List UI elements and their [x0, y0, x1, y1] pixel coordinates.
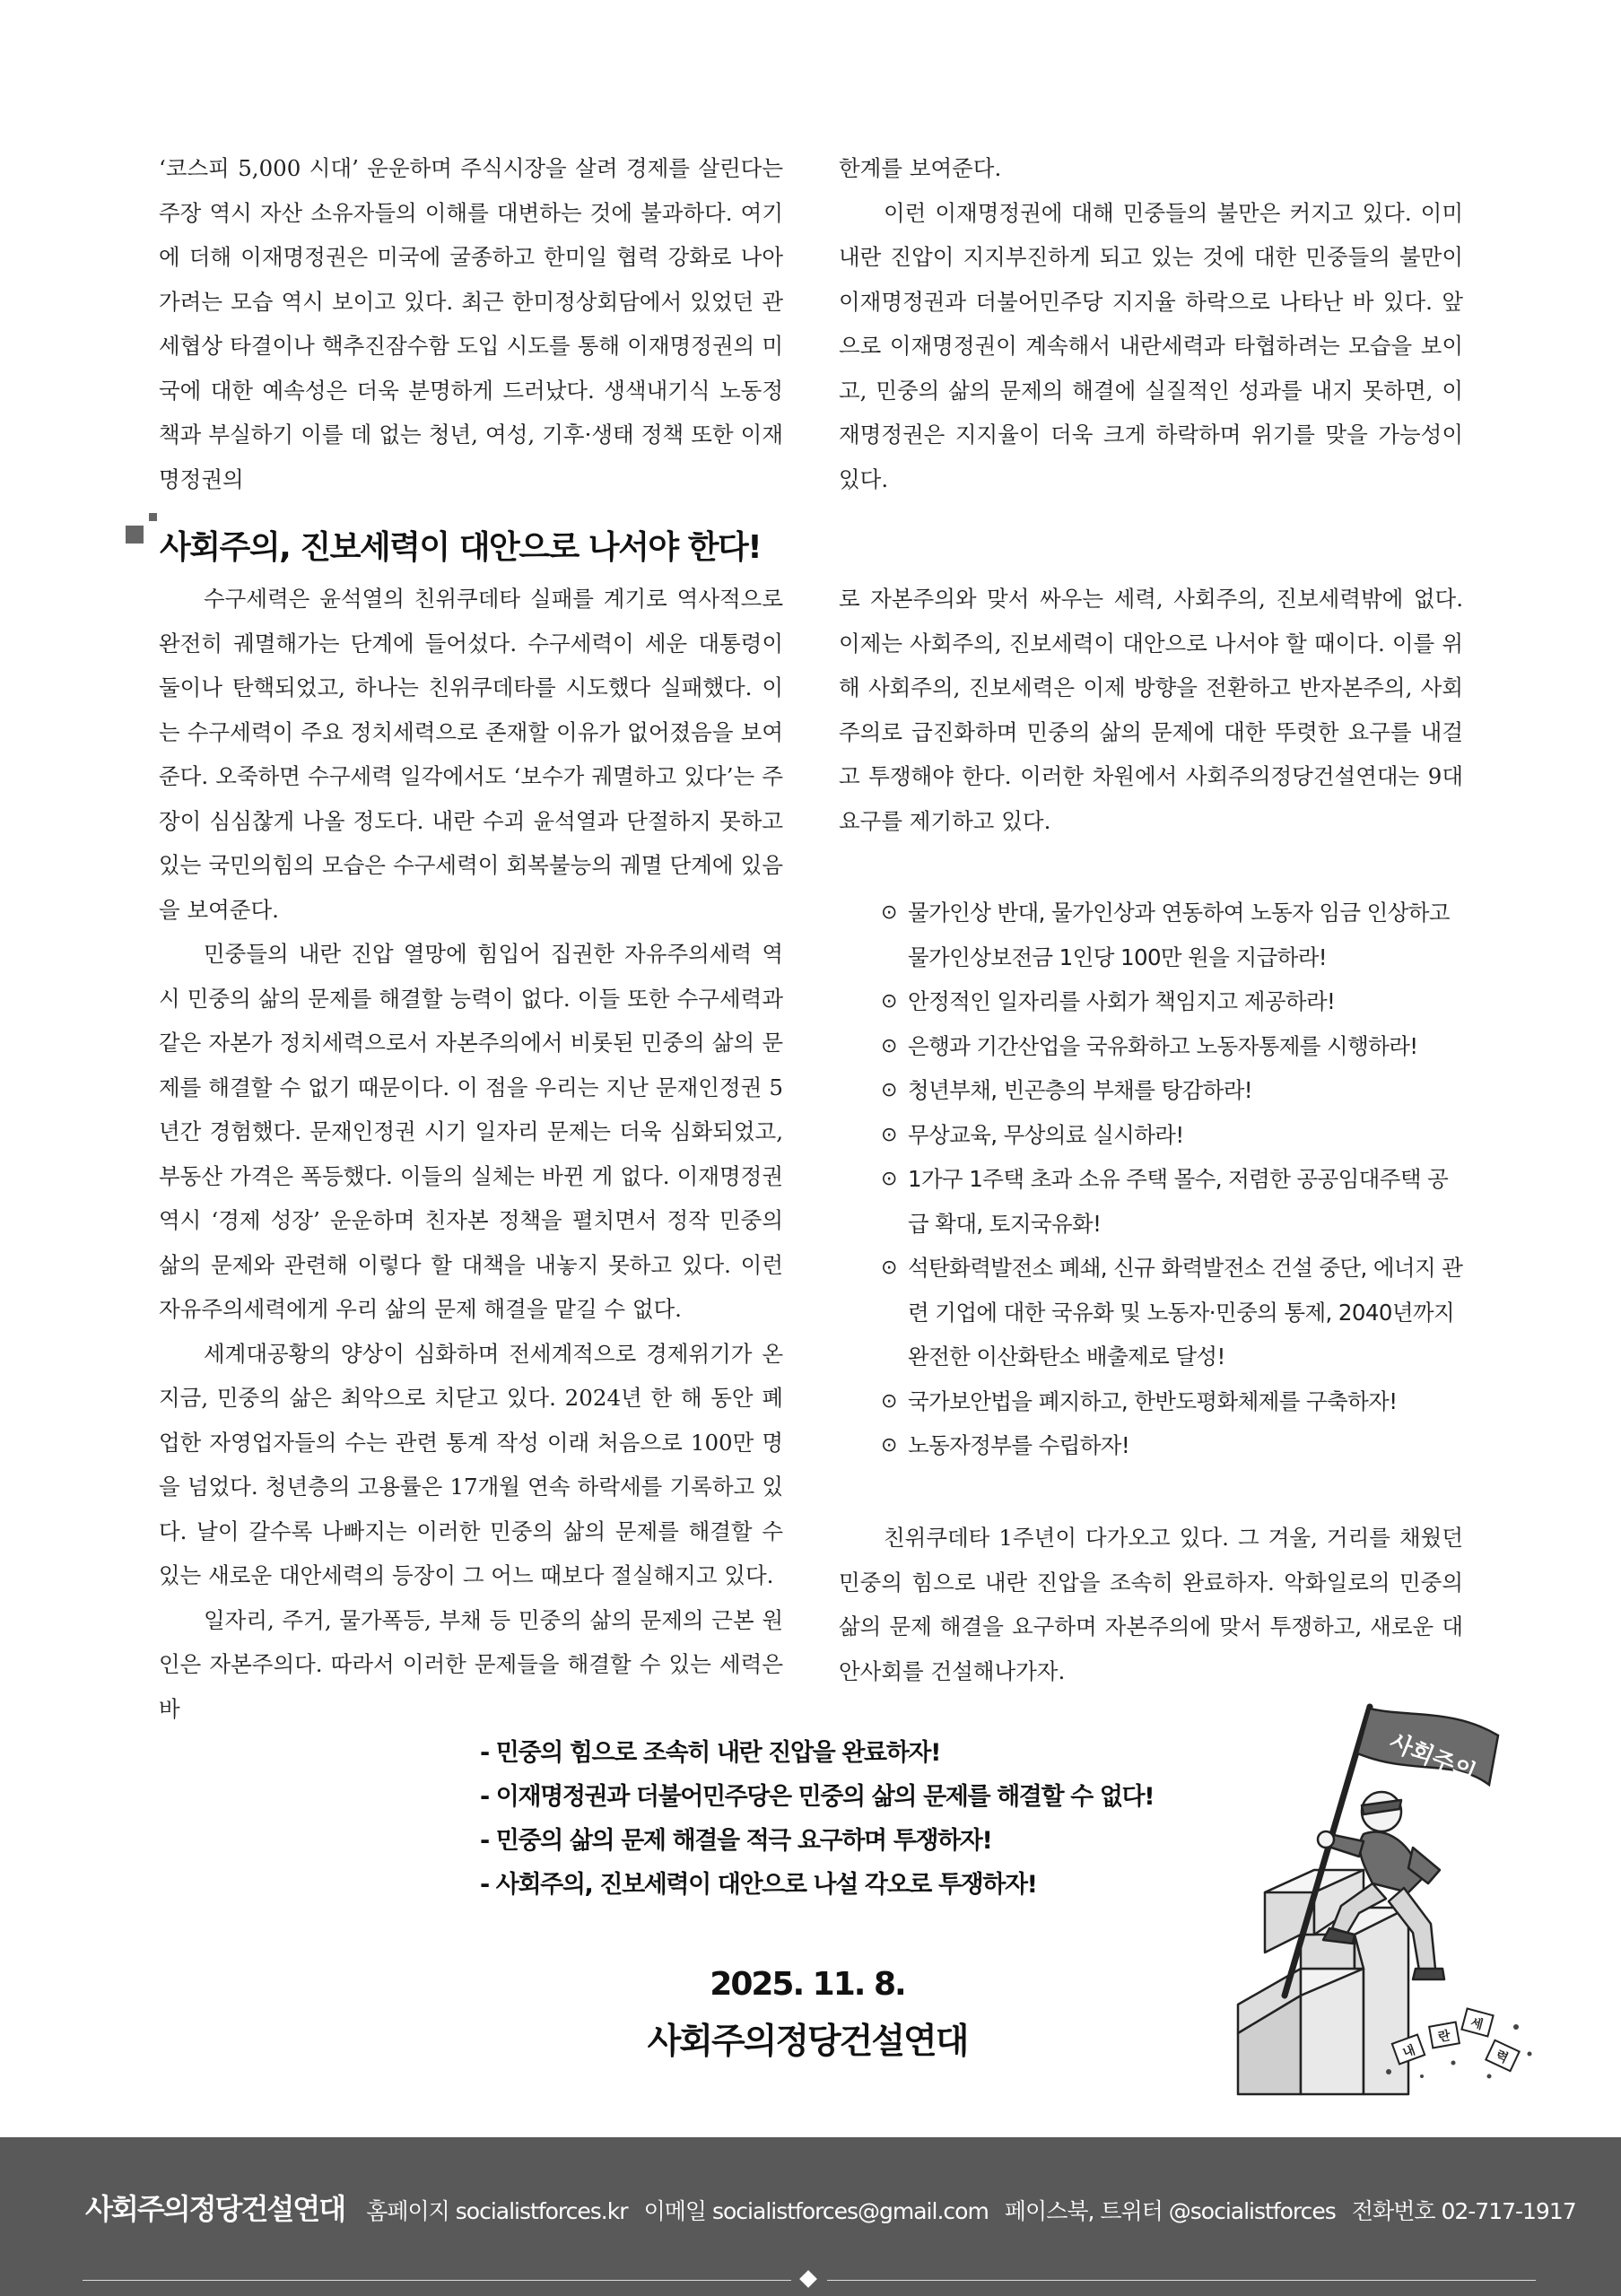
list-item	[881, 1024, 1464, 1069]
closing-column	[839, 1516, 1463, 1693]
demand-text: 청년부채, 빈곤층의 부채를 탕감하라!	[908, 1077, 1252, 1103]
bullet-icon: ⊙	[881, 1168, 897, 1190]
list-item	[881, 1423, 1464, 1468]
diamond-icon	[799, 2270, 817, 2288]
footer-divider	[83, 2280, 791, 2281]
paragraph: 민중들의 내란 진압 열망에 힘입어 집권한 자유주의세력 역시 민중의 삶의 문제를 해결할 능력이 없다. 이들 또한 수구세력과 같은 자본가 정치세력으로서 자본주의에서 비롯된 민중의 삶의 문제를 해결할 수 없기 때문이다. 이 점을 우리는 지난 문재인정권 5년간 경험했다. 문재인정권 시기 일자리 문제는 더욱 심화되었고, 부동산 가격은 폭등했다. 이들의 실체는 바뀐 게 없다. 이재명정권 역시 ‘경제 성장’ 운운하며 친자본 정책을 펼치면서 정작 민중의 삶의 문제와 관련해 이렇다 할 대책을 내놓지 못하고 있다. 이런 자유주의세력에게 우리 삶의 문제 해결을 맡길 수 없다.	[159, 941, 783, 1322]
list-item	[881, 979, 1464, 1024]
slogan: - 민중의 삶의 문제 해결을 적극 요구하며 투쟁하자!	[480, 1827, 992, 1855]
paragraph: ‘코스피 5,000 시대’ 운운하며 주식시장을 살려 경제를 살린다는 주장 역시 자산 소유자들의 이해를 대변하는 것에 불과하다. 여기에 더해 이재명정권은 미국에 굴종하고 한미일 협력 강화로 나아가려는 모습 역시 보이고 있다. 최근 한미정상회담에서 있었던 관세협상 타결이나 핵추진잠수함 도입 시도를 통해 이재명정권의 미국에 대한 예속성은 더욱 분명하게 드러났다. 생색내기식 노동정책과 부실하기 이를 데 없는 청년, 여성, 기후·생태 정책 또한 이재명정권의	[159, 155, 783, 492]
list-item	[881, 1068, 1464, 1113]
demand-text: 석탄화력발전소 폐쇄, 신규 화력발전소 건설 중단, 에너지 관련 기업에 대한 국유화 및 노동자·민중의 통제, 2040년까지 완전한 이산화탄소 배출제로 달성!	[908, 1255, 1463, 1370]
list-item	[881, 1246, 1464, 1379]
paragraph: 로 자본주의와 맞서 싸우는 세력, 사회주의, 진보세력밖에 없다. 이제는 사회주의, 진보세력이 대안으로 나서야 할 때이다. 이를 위해 사회주의, 진보세력은 이제 방향을 전환하고 반자본주의, 사회주의로 급진화하며 민중의 삶의 문제에 대한 뚜렷한 요구를 내걸고 투쟁해야 한다. 이러한 차원에서 사회주의정당건설연대는 9대 요구를 제기하고 있다.	[839, 586, 1463, 834]
stairs-icon	[1238, 1870, 1408, 2094]
flag-text: 사회주의	[1385, 1728, 1480, 1788]
top-right-column	[839, 146, 1463, 501]
section-heading-text: 사회주의, 진보세력이 대안으로 나서야 한다!	[160, 529, 762, 566]
footer-phone: 전화번호 02-717-1917	[1351, 2198, 1576, 2224]
footer	[0, 2137, 1621, 2296]
demand-text: 1가구 1주택 초과 소유 주택 몰수, 저렴한 공공임대주택 공급 확대, 토지국유화!	[908, 1166, 1449, 1237]
heading-small-square-icon	[149, 513, 157, 521]
footer-org: 사회주의정당건설연대	[85, 2192, 345, 2226]
signature-org: 사회주의정당건설연대	[647, 2022, 968, 2062]
demand-text: 노동자정부를 수립하자!	[908, 1432, 1130, 1458]
footer-homepage-link[interactable]: 홈페이지 socialistforces.kr	[366, 2198, 628, 2224]
paragraph: 한계를 보여준다.	[839, 155, 1002, 181]
footer-email-link[interactable]: 이메일 socialistforces@gmail.com	[643, 2198, 989, 2224]
closing-paragraph: 친위쿠데타 1주년이 다가오고 있다. 그 겨울, 거리를 채웠던 민중의 힘으로 내란 진압을 조속히 완료하자. 악화일로의 민중의 삶의 문제 해결을 요구하며 자본주의에 맞서 투쟁하고, 새로운 대안사회를 건설해나가자.	[839, 1525, 1463, 1684]
list-item	[881, 891, 1464, 979]
slogans-list	[480, 1731, 1154, 1907]
bullet-icon: ⊙	[881, 1034, 897, 1057]
main-left-column	[159, 577, 783, 1731]
slogan: - 이재명정권과 더불어민주당은 민중의 삶의 문제를 해결할 수 없다!	[480, 1783, 1155, 1811]
footer-sns: 페이스북, 트위터 @socialistforces	[1004, 2198, 1336, 2224]
demand-text: 무상교육, 무상의료 실시하라!	[908, 1121, 1184, 1148]
bullet-icon: ⊙	[881, 1079, 897, 1101]
paragraph: 일자리, 주거, 물가폭등, 부채 등 민중의 삶의 문제의 근본 원인은 자본주의다. 따라서 이러한 문제들을 해결할 수 있는 세력은 바	[159, 1606, 783, 1722]
list-item	[881, 1157, 1464, 1246]
debris-char: 력	[1493, 2048, 1511, 2066]
debris-char: 란	[1437, 2028, 1452, 2046]
bullet-icon: ⊙	[881, 990, 897, 1013]
slogan: - 민중의 힘으로 조속히 내란 진압을 완료하자!	[480, 1739, 940, 1767]
bullet-icon: ⊙	[881, 1389, 897, 1413]
demand-text: 국가보안법을 폐지하고, 한반도평화체제를 구축하자!	[908, 1387, 1398, 1414]
demand-text: 은행과 기간산업을 국유화하고 노동자통제를 시행하라!	[908, 1032, 1418, 1059]
paragraph: 이런 이재명정권에 대해 민중들의 불만은 커지고 있다. 이미 내란 진압이 지지부진하게 되고 있는 것에 대한 민중들의 불만이 이재명정권과 더불어민주당 지지율 하락으로 나타난 바 있다. 앞으로 이재명정권이 계속해서 내란세력과 타협하려는 모습을 보이고, 민중의 삶의 문제의 해결에 실질적인 성과를 내지 못하면, 이재명정권은 지지율이 더욱 크게 하락하며 위기를 맞을 가능성이 있다.	[839, 199, 1463, 492]
demand-text: 안정적인 일자리를 사회가 책임지고 제공하라!	[908, 988, 1336, 1014]
list-item	[881, 1379, 1464, 1424]
bullet-icon: ⊙	[881, 1434, 897, 1457]
bullet-icon: ⊙	[881, 1123, 897, 1146]
debris-char: 세	[1468, 2015, 1485, 2033]
footer-contact-line	[85, 2187, 1589, 2228]
main-right-column	[839, 577, 1463, 843]
paragraph: 세계대공황의 양상이 심화하며 전세계적으로 경제위기가 온 지금, 민중의 삶은 최악으로 치닫고 있다. 2024년 한 해 동안 폐업한 자영업자들의 수는 관련 통계 작성 이래 처음으로 100만 명을 넘었다. 청년층의 고용률은 17개월 연속 하락세를 기록하고 있다. 날이 갈수록 나빠지는 이러한 민중의 삶의 문제를 해결할 수 있는 새로운 대안세력의 등장이 그 어느 때보다 절실해지고 있다.	[159, 1340, 783, 1588]
statement-date: 2025. 11. 8.	[710, 1966, 905, 2003]
heading-square-icon	[126, 526, 144, 544]
bullet-icon: ⊙	[881, 901, 897, 924]
paragraph: 수구세력은 윤석열의 친위쿠데타 실패를 계기로 역사적으로 완전히 궤멸해가는 단계에 들어섰다. 수구세력이 세운 대통령이 둘이나 탄핵되었고, 하나는 친위쿠데타를 시도했다 실패했다. 이는 수구세력이 주요 정치세력으로 존재할 이유가 없어졌음을 보여준다. 오죽하면 수구세력 일각에서도 ‘보수가 궤멸하고 있다’는 주장이 심심찮게 나올 정도다. 내란 수괴 윤석열과 단절하지 못하고 있는 국민의힘의 모습은 수구세력이 회복불능의 궤멸 단계에 있음을 보여준다.	[159, 586, 783, 923]
top-left-column	[159, 146, 783, 501]
debris-char: 내	[1400, 2043, 1417, 2061]
demand-text: 물가인상 반대, 물가인상과 연동하여 노동자 임금 인상하고 물가인상보전금 1인당 100만 원을 지급하라!	[908, 900, 1450, 970]
demands-list	[881, 891, 1464, 1468]
flag-bearer-illustration	[1229, 1700, 1561, 2112]
footer-divider	[827, 2280, 1536, 2281]
bullet-icon: ⊙	[881, 1257, 897, 1279]
list-item	[881, 1113, 1464, 1158]
slogan: - 사회주의, 진보세력이 대안으로 나설 각오로 투쟁하자!	[480, 1871, 1037, 1899]
